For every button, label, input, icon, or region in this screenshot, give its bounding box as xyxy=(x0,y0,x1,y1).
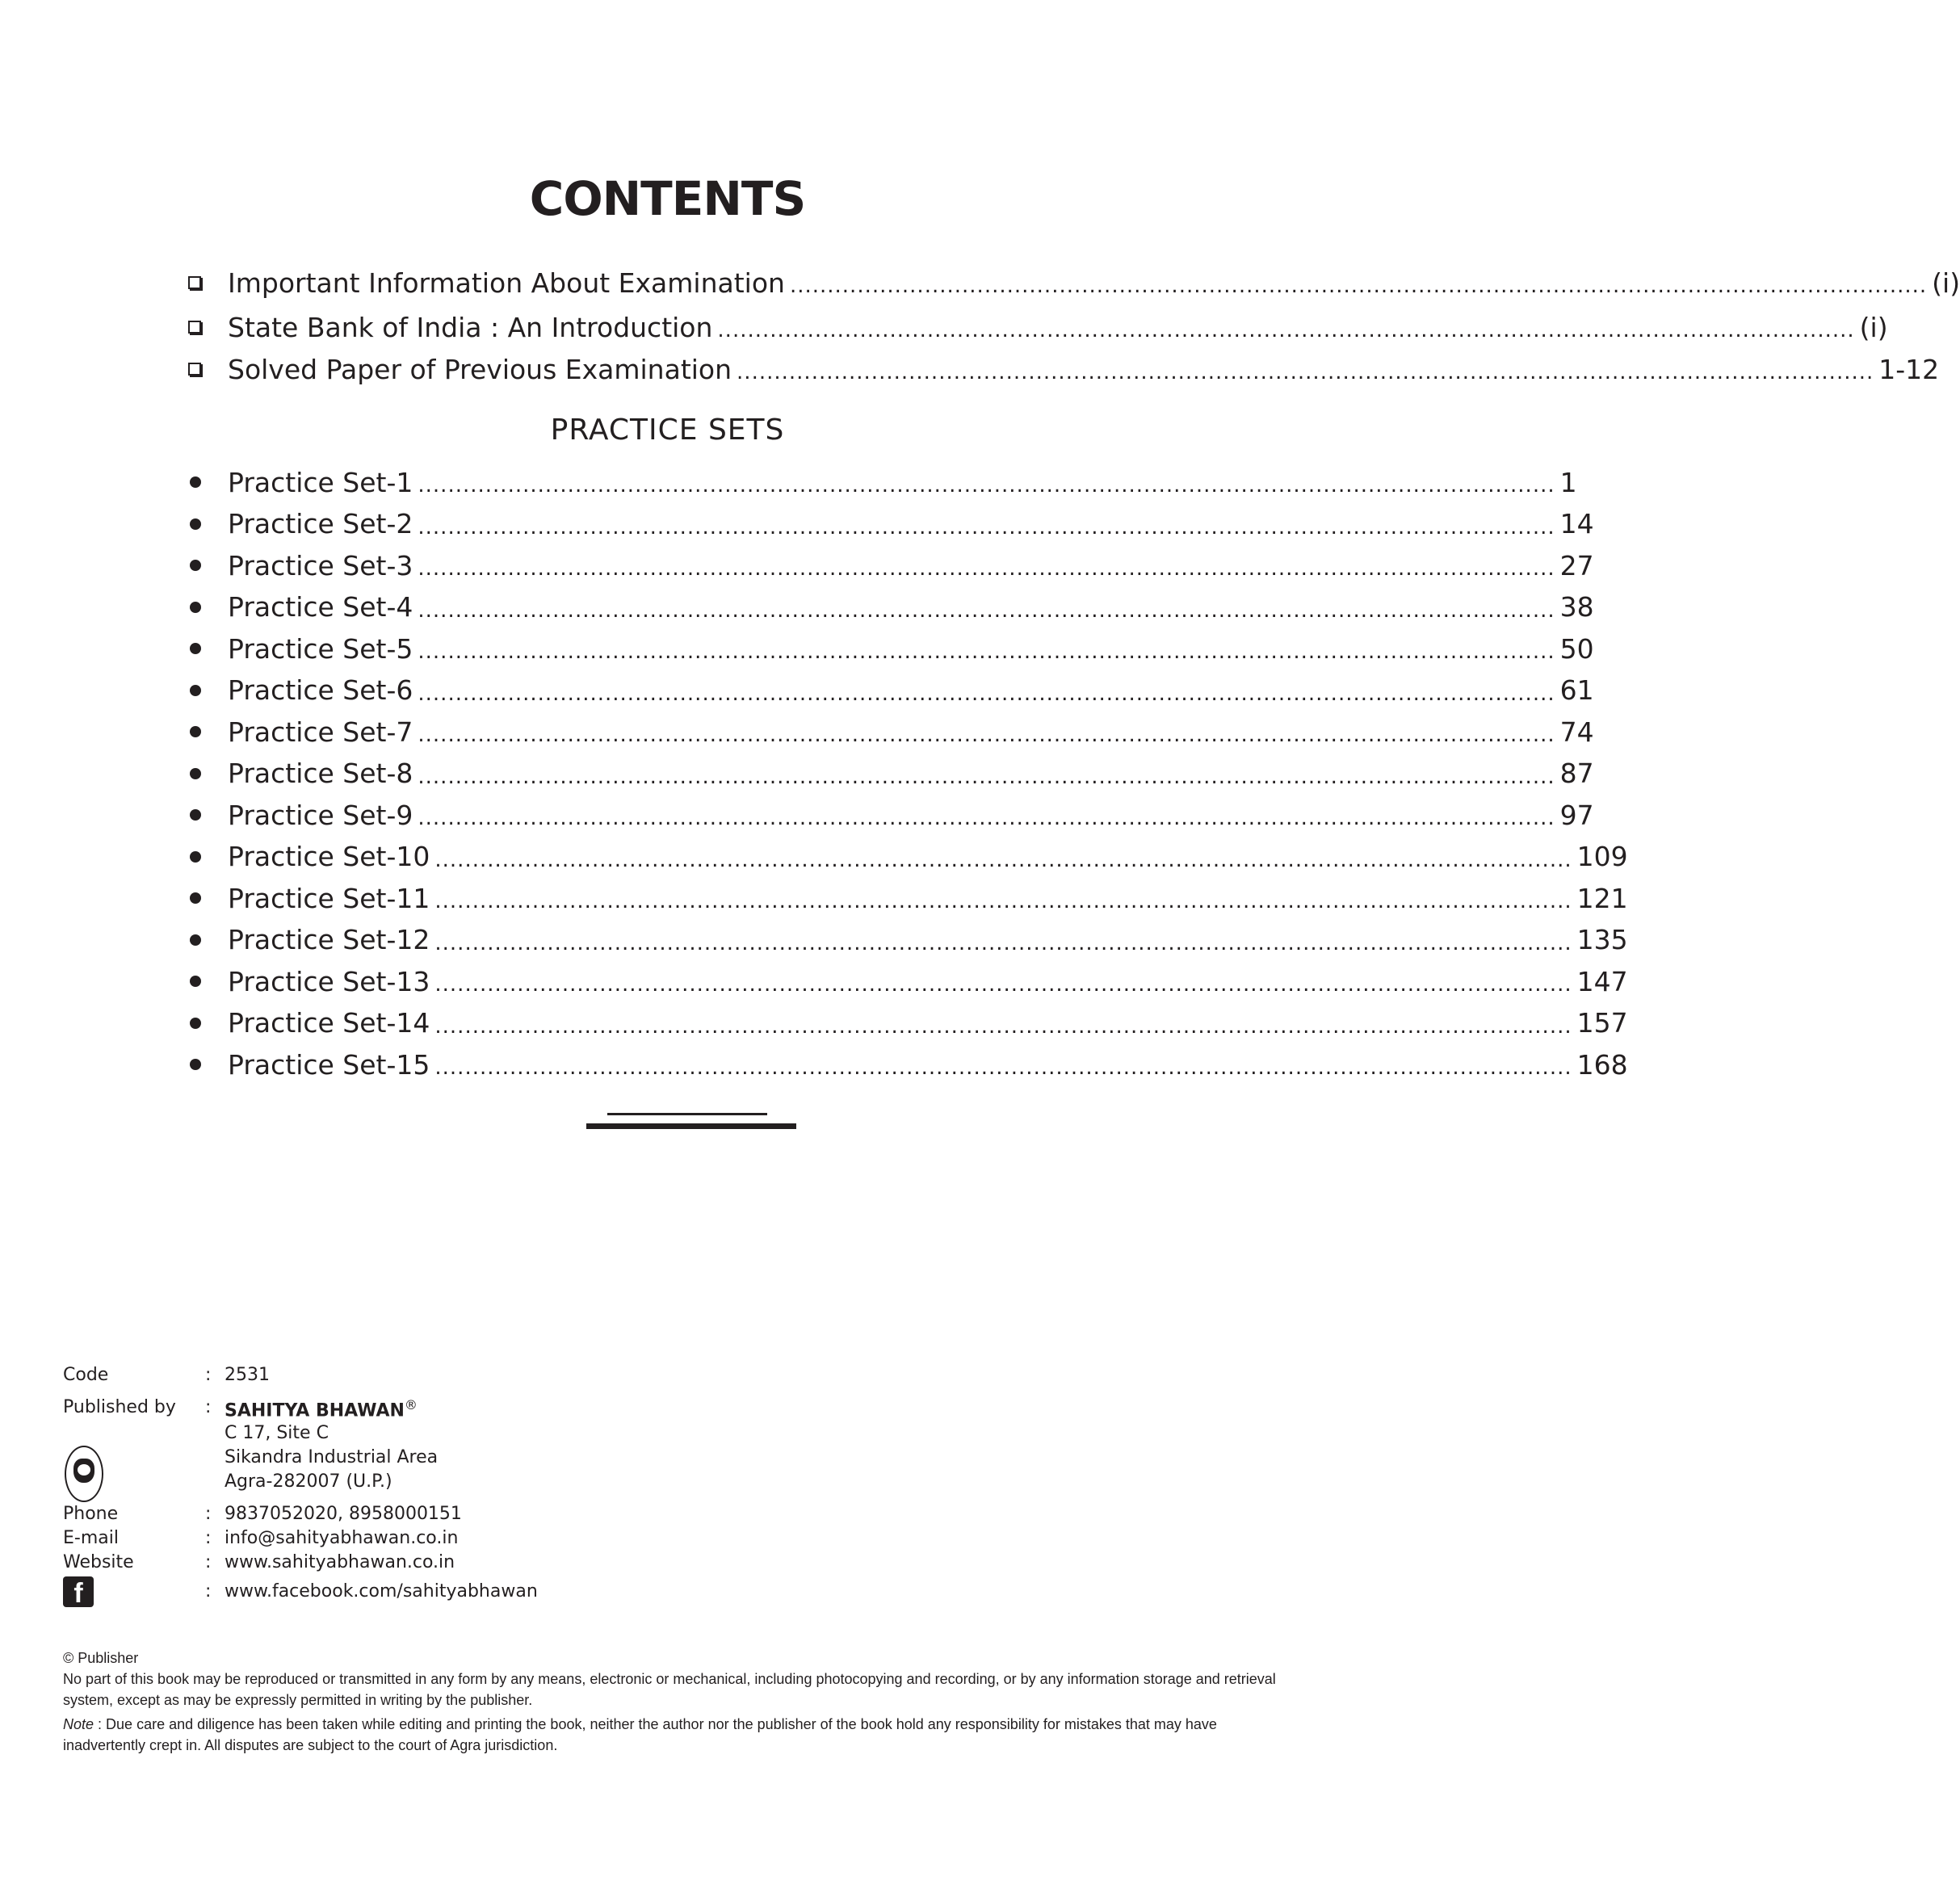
colon: : xyxy=(205,1552,212,1572)
toc-label: Practice Set-3 xyxy=(228,549,413,581)
toc-label: Practice Set-10 xyxy=(228,841,430,872)
note-label: Note xyxy=(63,1716,94,1732)
page-title: CONTENTS xyxy=(529,171,806,226)
dot-leader: ........................................................................................................................................................ xyxy=(434,1056,1572,1080)
code-value: 2531 xyxy=(225,1365,270,1385)
dot-leader: ........................................................................................................................................................ xyxy=(789,274,1928,298)
dot-leader: ........................................................................................................................................................ xyxy=(434,972,1572,997)
toc-page: 87 xyxy=(1559,758,1594,789)
toc-page: 109 xyxy=(1576,841,1628,872)
toc-page: 14 xyxy=(1559,508,1594,539)
practice-sets-heading: PRACTICE SETS xyxy=(550,413,785,447)
toc-row xyxy=(186,837,1628,877)
toc-row xyxy=(186,1003,1628,1043)
dot-leader: ........................................................................................................................................................ xyxy=(717,318,1855,342)
bullet-dot-icon xyxy=(186,685,228,696)
bullet-dot-icon xyxy=(186,768,228,779)
bullet-dot-icon xyxy=(186,934,228,946)
website-label: Website xyxy=(63,1552,134,1572)
toc-label: Solved Paper of Previous Examination xyxy=(228,353,732,385)
bullet-dot-icon xyxy=(186,809,228,821)
toc-page: 38 xyxy=(1559,591,1594,623)
bullet-dot-icon xyxy=(186,1059,228,1070)
published-label: Published by xyxy=(63,1397,176,1417)
toc-label: Practice Set-15 xyxy=(228,1048,430,1081)
toc-label: Practice Set-11 xyxy=(228,882,430,914)
toc-page: 157 xyxy=(1576,1007,1628,1039)
toc-label: Practice Set-4 xyxy=(228,591,413,623)
toc-row xyxy=(186,504,1594,544)
copyright-line: © Publisher xyxy=(63,1650,139,1666)
bullet-dot-icon xyxy=(186,476,228,488)
end-rule-thin xyxy=(607,1113,767,1115)
bullet-dot-icon xyxy=(186,1018,228,1029)
colon: : xyxy=(205,1581,212,1601)
dot-leader: ........................................................................................................................................................ xyxy=(434,930,1572,955)
toc-label: Practice Set-1 xyxy=(228,466,413,498)
dot-leader: ........................................................................................................................................................ xyxy=(418,681,1555,706)
publisher-name xyxy=(225,1397,418,1421)
dot-leader: ........................................................................................................................................................ xyxy=(418,514,1555,539)
toc-row xyxy=(186,545,1594,586)
toc-label: Practice Set-13 xyxy=(228,965,430,997)
rights-paragraph: No part of this book may be reproduced or transmitted in any form by any means, electronic or mechanical, including photocopying and recording, or by any information storage and retrieval system, except as may be expressly permitted in writing by the publisher. xyxy=(63,1671,1276,1708)
toc-row xyxy=(186,307,1888,347)
toc-label: Important Information About Examination xyxy=(228,267,785,299)
colon: : xyxy=(205,1504,212,1524)
email-value[interactable]: info@sahityabhawan.co.in xyxy=(225,1528,459,1548)
dot-leader: ........................................................................................................................................................ xyxy=(418,723,1555,747)
publisher-name-text: SAHITYA BHAWAN xyxy=(225,1400,405,1421)
toc-row xyxy=(186,1044,1628,1085)
toc-row xyxy=(186,961,1628,1001)
toc-page: (i) xyxy=(1932,267,1960,299)
toc-label: Practice Set-8 xyxy=(228,758,413,789)
toc-row xyxy=(186,670,1594,711)
colon: : xyxy=(205,1528,212,1548)
toc-row xyxy=(186,878,1628,918)
toc-row xyxy=(186,628,1594,669)
dot-leader: ........................................................................................................................................................ xyxy=(434,889,1572,913)
toc-page: 61 xyxy=(1559,674,1594,706)
bullet-dot-icon xyxy=(186,518,228,530)
toc-page: 74 xyxy=(1559,716,1594,748)
bullet-dot-icon xyxy=(186,892,228,904)
toc-row xyxy=(186,920,1628,960)
toc-page: 1-12 xyxy=(1878,353,1940,385)
address-line-1: C 17, Site C xyxy=(225,1423,329,1443)
bullet-dot-icon xyxy=(186,560,228,571)
toc-label: State Bank of India : An Introduction xyxy=(228,311,713,343)
bullet-dot-icon xyxy=(186,602,228,613)
toc-label: Practice Set-6 xyxy=(228,674,413,706)
dot-leader: ........................................................................................................................................................ xyxy=(418,473,1555,497)
registered-mark: ® xyxy=(404,1397,418,1413)
dot-leader: ........................................................................................................................................................ xyxy=(737,360,1874,384)
website-value[interactable]: www.sahityabhawan.co.in xyxy=(225,1552,455,1572)
toc-page: 121 xyxy=(1576,882,1628,914)
email-label: E-mail xyxy=(63,1528,119,1548)
colon: : xyxy=(205,1365,212,1385)
toc-row xyxy=(186,587,1594,628)
toc-page: 168 xyxy=(1576,1048,1628,1081)
toc-page: 97 xyxy=(1559,799,1594,831)
publisher-logo-icon xyxy=(65,1446,103,1502)
toc-page: 135 xyxy=(1576,924,1628,955)
bullet-dot-icon xyxy=(186,643,228,654)
dot-leader: ........................................................................................................................................................ xyxy=(418,556,1555,581)
toc-page: 27 xyxy=(1559,549,1594,581)
checkbox-square-icon xyxy=(186,321,228,334)
toc-row xyxy=(186,462,1577,502)
dot-leader: ........................................................................................................................................................ xyxy=(434,847,1572,872)
checkbox-square-icon xyxy=(186,276,228,289)
facebook-icon: f xyxy=(63,1576,94,1607)
end-rule-thick xyxy=(586,1123,796,1129)
toc-page: 147 xyxy=(1576,965,1628,997)
imprint-block xyxy=(63,1365,709,1639)
toc-label: Practice Set-9 xyxy=(228,799,413,831)
toc-page: 50 xyxy=(1559,632,1594,665)
address-line-2: Sikandra Industrial Area xyxy=(225,1447,439,1467)
toc-label: Practice Set-7 xyxy=(228,716,413,748)
note-text: : Due care and diligence has been taken while editing and printing the book, neither the author nor the publisher of the book hold any responsibility for mistakes that may have inadvertently crept in. All disputes are subject to the court of Agra jurisdiction. xyxy=(63,1716,1217,1753)
phone-label: Phone xyxy=(63,1504,119,1524)
toc-label: Practice Set-2 xyxy=(228,508,413,539)
checkbox-square-icon xyxy=(186,363,228,376)
phone-value: 9837052020, 8958000151 xyxy=(225,1504,462,1524)
code-label: Code xyxy=(63,1365,109,1385)
bullet-dot-icon xyxy=(186,976,228,987)
toc-label: Practice Set-12 xyxy=(228,924,430,955)
bullet-dot-icon xyxy=(186,851,228,863)
toc-row xyxy=(186,349,1940,389)
note-paragraph xyxy=(63,1714,1282,1756)
dot-leader: ........................................................................................................................................................ xyxy=(418,806,1555,830)
toc-page: 1 xyxy=(1559,466,1577,498)
toc-label: Practice Set-14 xyxy=(228,1007,430,1039)
colon: : xyxy=(205,1397,212,1417)
dot-leader: ........................................................................................................................................................ xyxy=(418,640,1555,664)
toc-row xyxy=(186,754,1594,794)
dot-leader: ........................................................................................................................................................ xyxy=(418,764,1555,789)
toc-row xyxy=(186,795,1594,835)
bullet-dot-icon xyxy=(186,726,228,737)
facebook-value[interactable]: www.facebook.com/sahityabhawan xyxy=(225,1581,538,1601)
dot-leader: ........................................................................................................................................................ xyxy=(418,598,1555,623)
toc-row xyxy=(186,262,1960,303)
legal-block xyxy=(63,1648,1282,1756)
address-line-3: Agra-282007 (U.P.) xyxy=(225,1471,392,1492)
dot-leader: ........................................................................................................................................................ xyxy=(434,1014,1572,1039)
toc-label: Practice Set-5 xyxy=(228,632,413,665)
toc-row xyxy=(186,712,1594,752)
toc-page: (i) xyxy=(1859,311,1888,343)
